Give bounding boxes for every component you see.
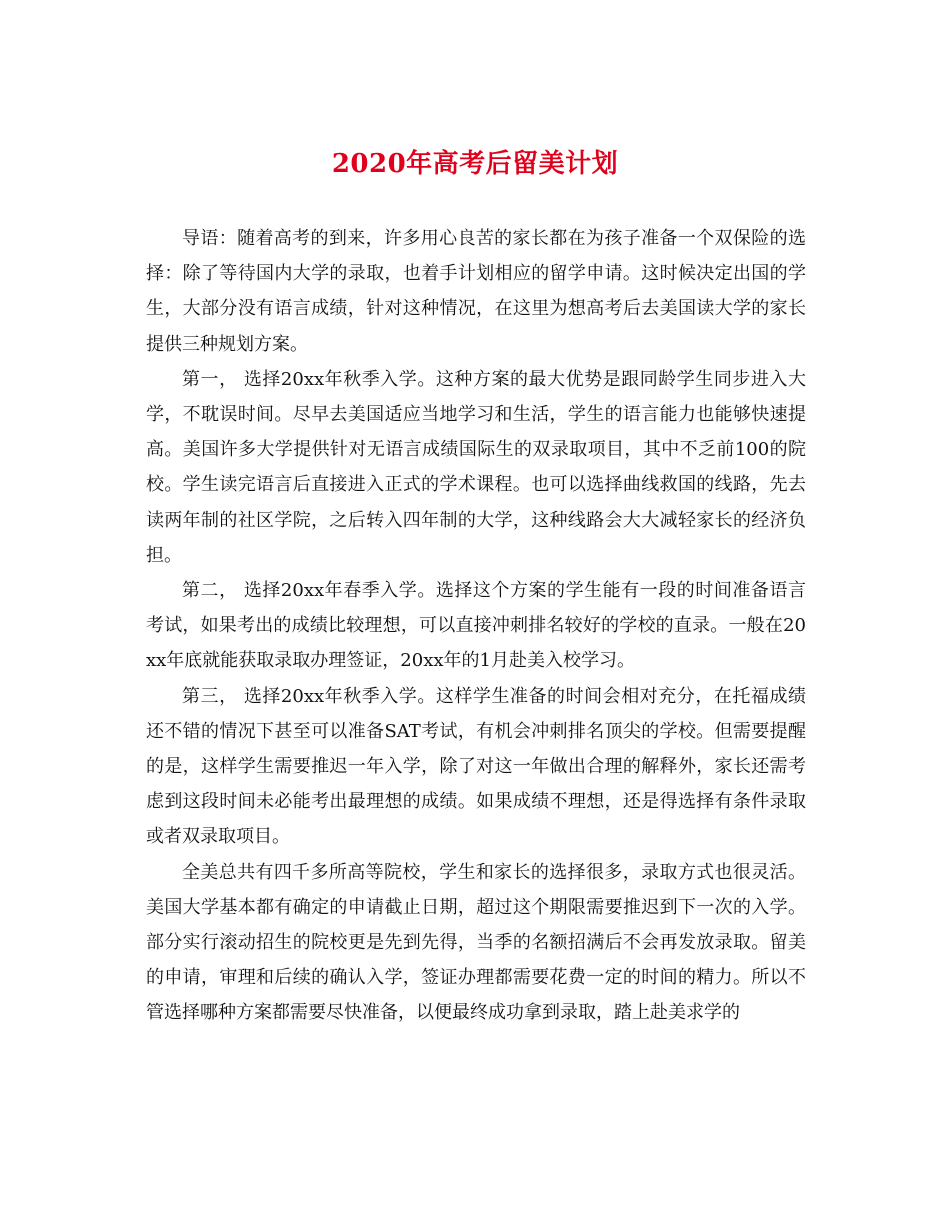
- paragraph-option-2: 第二， 选择20xx年春季入学。选择这个方案的学生能有一段的时间准备语言考试，如果考出的成绩比较理想，可以直接冲刺排名较好的学校的直录。一般在20xx年底就能获取录取办理签证，20xx年的1月赴美入校学习。: [146, 580, 806, 672]
- paragraph-intro: 导语：随着高考的到来，许多用心良苦的家长都在为孩子准备一个双保险的选择：除了等待国内大学的录取，也着手计划相应的留学申请。这时候决定出国的学生，大部分没有语言成绩，针对这种情况，在这里为想高考后去美国读大学的家长提供三种规划方案。: [146, 228, 806, 355]
- paragraph-summary: 全美总共有四千多所高等院校，学生和家长的选择很多，录取方式也很灵活。美国大学基本都有确定的申请截止日期，超过这个期限需要推迟到下一次的入学。部分实行滚动招生的院校更是先到先得，当季的名额招满后不会再发放录取。留美的申请，审理和后续的确认入学，签证办理都需要花费一定的时间的精力。所以不管选择哪种方案都需要尽快准备，以便最终成功拿到录取，踏上赴美求学的: [146, 861, 806, 1024]
- paragraph-option-1: 第一， 选择20xx年秋季入学。这种方案的最大优势是跟同龄学生同步进入大学，不耽误时间。尽早去美国适应当地学习和生活，学生的语言能力也能够快速提高。美国许多大学提供针对无语言成绩国际生的双录取项目，其中不乏前100的院校。学生读完语言后直接进入正式的学术课程。也可以选择曲线救国的线路，先去读两年制的社区学院，之后转入四年制的大学，这种线路会大大减轻家长的经济负担。: [146, 368, 806, 566]
- paragraph-option-3: 第三， 选择20xx年秋季入学。这样学生准备的时间会相对充分，在托福成绩还不错的情况下甚至可以准备SAT考试，有机会冲刺排名顶尖的学校。但需要提醒的是，这样学生需要推迟一年入学，除了对这一年做出合理的解释外，家长还需考虑到这段时间未必能考出最理想的成绩。如果成绩不理想，还是得选择有条件录取或者双录取项目。: [146, 685, 806, 848]
- document-body: [146, 221, 806, 1031]
- document-title: 2020年高考后留美计划: [331, 149, 619, 179]
